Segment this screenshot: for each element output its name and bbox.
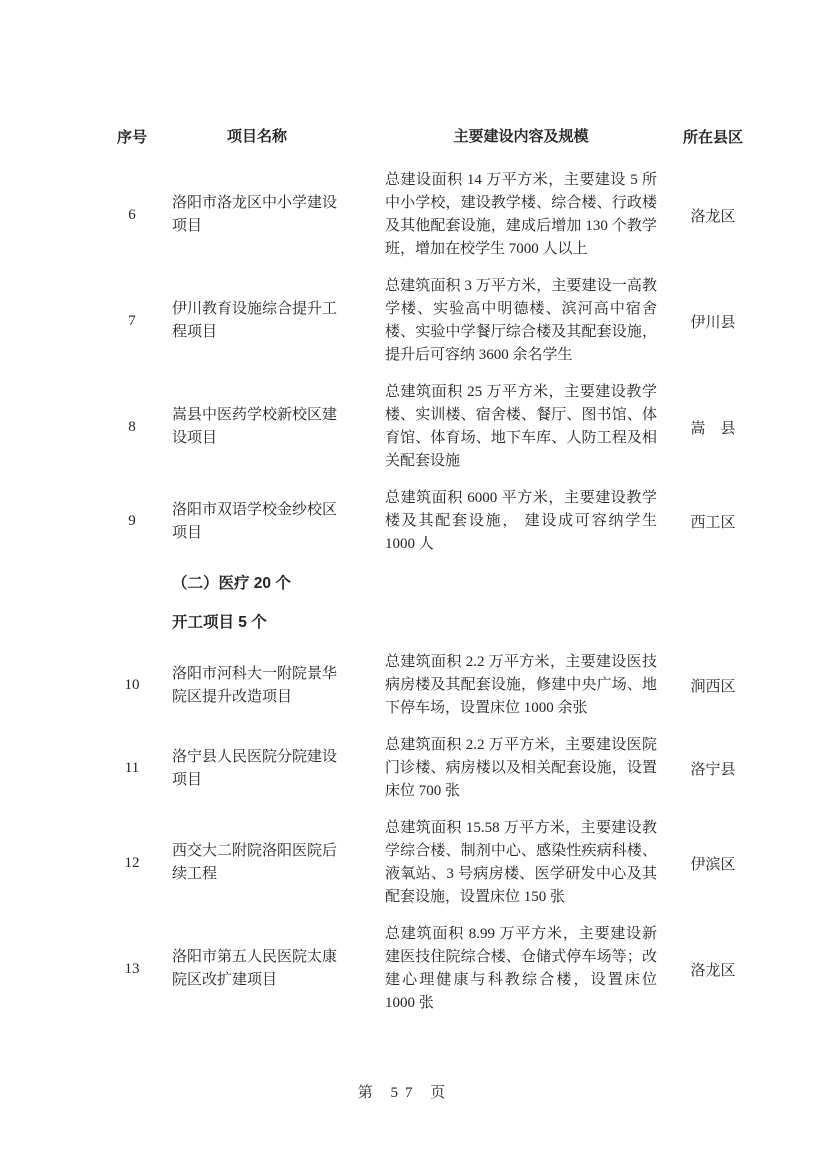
project-content: 总建筑面积 6000 平方米，主要建设教学楼及其配套设施， 建设成可容纳学生 1000 人 <box>385 490 657 552</box>
project-district: 洛宁县 <box>690 762 736 778</box>
project-district: 涧西区 <box>690 679 736 695</box>
row-number: 12 <box>124 854 140 871</box>
project-content: 总建设面积 14 万平方米，主要建设 5 所中小学校，建设教学楼、综合楼、行政楼及其他配套设施，建成后增加 130 个教学班，增加在校学生 7000 人以上 <box>385 172 657 257</box>
table-row <box>110 169 756 261</box>
table-row <box>110 734 756 803</box>
project-name: 洛阳市洛龙区中小学建设项目 <box>172 195 338 234</box>
project-district: 伊川县 <box>690 314 736 331</box>
table-row <box>110 651 756 720</box>
project-name: 嵩县中医药学校新校区建设项目 <box>172 407 338 446</box>
project-content: 总建筑面积 2.2 万平方米，主要建设医院门诊楼、病房楼以及相关配套设施，设置床位 700 张 <box>385 737 657 799</box>
table-row <box>110 381 756 473</box>
row-number: 6 <box>128 206 136 223</box>
project-content: 总建筑面积 15.58 万平方米，主要建设教学综合楼、制剂中心、感染性疾病科楼、液氧站、3 号病房楼、医学研发中心及其配套设施，设置床位 150 张 <box>385 820 657 905</box>
project-name: 洛阳市双语学校金纱校区项目 <box>172 501 338 541</box>
project-name: 洛阳市第五人民医院太康院区改扩建项目 <box>172 949 338 988</box>
table-row <box>110 817 756 909</box>
project-content: 总建筑面积 2.2 万平方米，主要建设医技病房楼及其配套设施，修建中央广场、地下停车场，设置床位 1000 余张 <box>385 654 657 716</box>
project-content: 总建筑面积 8.99 万平方米，主要建设新建医技住院综合楼、仓储式停车场等；改建心理健康与科教综合楼，设置床位 1000 张 <box>385 926 657 1011</box>
row-number: 9 <box>128 513 136 529</box>
project-content: 总建筑面积 3 万平方米，主要建设一高教学楼、实验高中明德楼、滨河高中宿舍楼、实验中学餐厅综合楼及其配套设施，提升后可容纳 3600 余名学生 <box>385 278 657 363</box>
header-project-name: 项目名称 <box>226 127 287 145</box>
table-row <box>110 275 756 367</box>
table-row <box>110 923 756 1015</box>
project-name: 洛宁县人民医院分院建设项目 <box>172 748 338 788</box>
project-district: 嵩 县 <box>690 420 736 437</box>
project-name: 洛阳市河科大一附院景华院区提升改造项目 <box>172 665 338 705</box>
project-district: 洛龙区 <box>690 208 736 225</box>
row-number: 13 <box>124 960 140 977</box>
section-heading-start-projects: 开工项目 5 个 <box>172 614 267 631</box>
table-header-row <box>110 126 756 147</box>
project-content: 总建筑面积 25 万平方米，主要建设教学楼、实训楼、宿舍楼、餐厅、图书馆、体育馆、体育场、地下车库、人防工程及相关配套设施 <box>385 384 657 469</box>
project-name: 伊川教育设施综合提升工程项目 <box>172 301 338 340</box>
project-district: 伊滨区 <box>690 856 736 873</box>
project-district: 西工区 <box>690 515 736 531</box>
header-district: 所在县区 <box>682 129 743 146</box>
document-page <box>110 126 756 1029</box>
project-district: 洛龙区 <box>690 962 736 979</box>
section-heading-medical: （二）医疗 20 个 <box>172 575 291 592</box>
row-number: 8 <box>128 418 136 435</box>
row-number: 11 <box>124 760 140 776</box>
table-row <box>110 487 756 556</box>
page-number-footer: 第 57 页 <box>357 1085 453 1101</box>
header-num: 序号 <box>116 129 147 146</box>
header-content-scale: 主要建设内容及规模 <box>453 127 589 145</box>
row-number: 7 <box>128 312 136 329</box>
row-number: 10 <box>124 677 140 693</box>
project-name: 西交大二附院洛阳医院后续工程 <box>172 843 338 882</box>
